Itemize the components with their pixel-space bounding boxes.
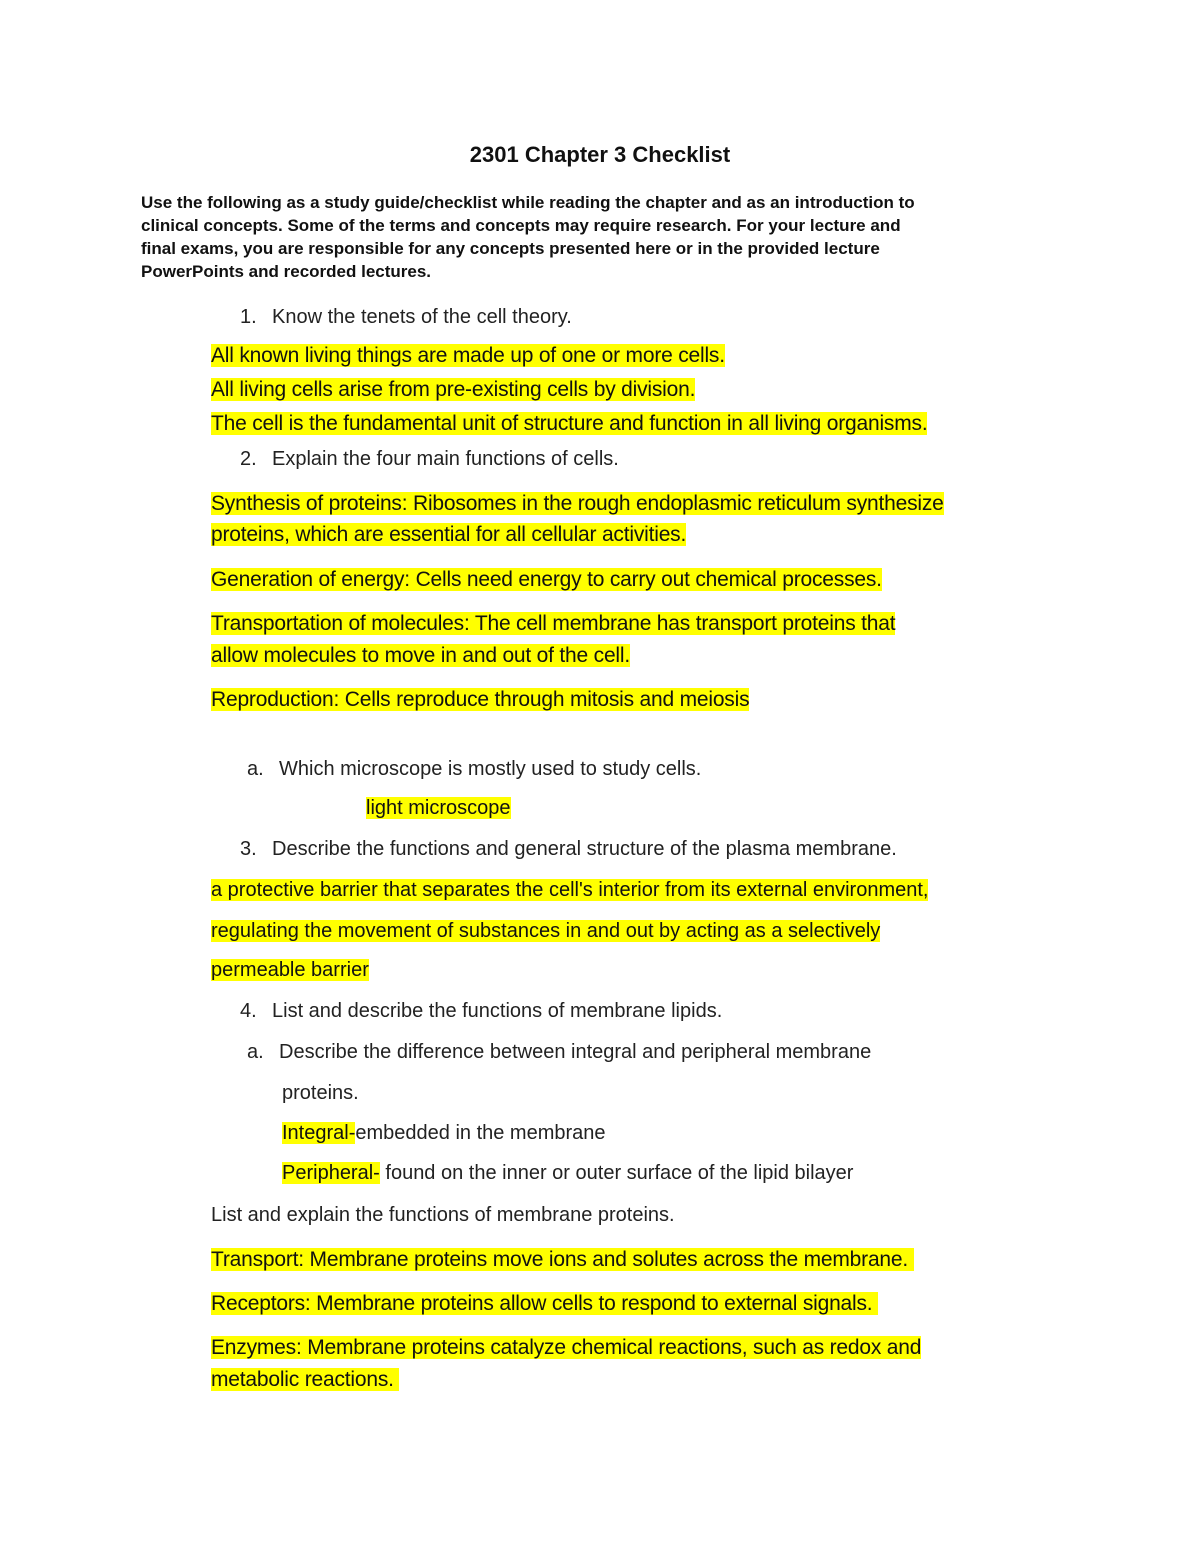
answer-text: found on the inner or outer surface of the lipid bilayer xyxy=(379,1162,854,1184)
question-3 xyxy=(240,838,897,861)
highlighted-label: Peripheral- xyxy=(282,1162,380,1184)
question-text: Explain the four main functions of cells. xyxy=(272,448,619,470)
list-number: 1. xyxy=(240,306,257,328)
answer-text: embedded in the membrane xyxy=(355,1122,606,1144)
highlighted-text: Transportation of molecules: The cell membrane has transport proteins that xyxy=(211,612,896,635)
question-text: Know the tenets of the cell theory. xyxy=(272,306,572,328)
intro-paragraph xyxy=(141,191,1061,283)
answer-5-line xyxy=(211,1292,878,1316)
answer-2-line xyxy=(211,523,686,547)
answer-5-line xyxy=(211,1336,921,1360)
question-text: Describe the functions and general structure of the plasma membrane. xyxy=(272,838,897,860)
intro-line: clinical concepts. Some of the terms and concepts may require research. For your lecture and xyxy=(141,216,901,235)
highlighted-text: The cell is the fundamental unit of structure and function in all living organisms. xyxy=(211,412,928,435)
answer-3-line xyxy=(211,959,369,982)
answer-2-line xyxy=(211,568,882,592)
answer-5-line xyxy=(211,1368,399,1392)
highlighted-text: Transport: Membrane proteins move ions and solutes across the membrane. xyxy=(211,1248,914,1271)
answer-2-line xyxy=(211,612,895,636)
highlighted-text: allow molecules to move in and out of the cell. xyxy=(211,644,630,667)
highlighted-text: regulating the movement of substances in and out by acting as a selectively xyxy=(211,920,881,942)
highlighted-text: Enzymes: Membrane proteins catalyze chemical reactions, such as redox and xyxy=(211,1336,922,1359)
question-2a xyxy=(247,758,701,781)
answer-2-line xyxy=(211,644,630,668)
answer-1-line xyxy=(211,412,927,436)
list-number: 3. xyxy=(240,838,257,860)
answer-2a xyxy=(366,797,511,820)
list-letter: a. xyxy=(247,758,264,780)
highlighted-text: All known living things are made up of one or more cells. xyxy=(211,344,725,367)
question-1 xyxy=(240,306,572,329)
question-text: Which microscope is mostly used to study cells. xyxy=(279,758,702,780)
question-5: List and explain the functions of membrane proteins. xyxy=(211,1204,675,1226)
answer-4a-peripheral xyxy=(282,1162,853,1185)
intro-line: final exams, you are responsible for any concepts presented here or in the provided lecture xyxy=(141,239,880,258)
highlighted-text: Synthesis of proteins: Ribosomes in the rough endoplasmic reticulum synthesize xyxy=(211,492,944,515)
list-number: 4. xyxy=(240,1000,257,1022)
answer-2-line xyxy=(211,688,749,712)
highlighted-text: light microscope xyxy=(366,797,511,819)
highlighted-text: Generation of energy: Cells need energy to carry out chemical processes. xyxy=(211,568,882,591)
answer-3-line xyxy=(211,879,928,902)
question-text: Describe the difference between integral and peripheral membrane xyxy=(279,1041,872,1063)
answer-3-line xyxy=(211,920,880,943)
question-4a xyxy=(247,1041,871,1064)
answer-5-line xyxy=(211,1248,914,1272)
highlighted-label: Integral- xyxy=(282,1122,356,1144)
intro-line: Use the following as a study guide/checklist while reading the chapter and as an introduction to xyxy=(141,193,915,212)
question-4a-continued: proteins. xyxy=(282,1082,359,1104)
answer-1-line xyxy=(211,344,725,368)
highlighted-text: metabolic reactions. xyxy=(211,1368,400,1391)
answer-4a-integral xyxy=(282,1122,606,1145)
answer-1-line xyxy=(211,378,695,402)
highlighted-text: a protective barrier that separates the cell's interior from its external environment, xyxy=(211,879,929,901)
intro-line: PowerPoints and recorded lectures. xyxy=(141,262,432,281)
list-letter: a. xyxy=(247,1041,264,1063)
highlighted-text: All living cells arise from pre-existing cells by division. xyxy=(211,378,696,401)
highlighted-text: proteins, which are essential for all cellular activities. xyxy=(211,523,687,546)
highlighted-text: Reproduction: Cells reproduce through mitosis and meiosis xyxy=(211,688,750,711)
question-4 xyxy=(240,1000,722,1023)
page-title: 2301 Chapter 3 Checklist xyxy=(469,142,731,167)
question-2 xyxy=(240,448,619,471)
question-text: List and describe the functions of membrane lipids. xyxy=(272,1000,723,1022)
list-number: 2. xyxy=(240,448,257,470)
highlighted-text: permeable barrier xyxy=(211,959,369,981)
answer-2-line xyxy=(211,492,944,516)
highlighted-text: Receptors: Membrane proteins allow cells to respond to external signals. xyxy=(211,1292,879,1315)
